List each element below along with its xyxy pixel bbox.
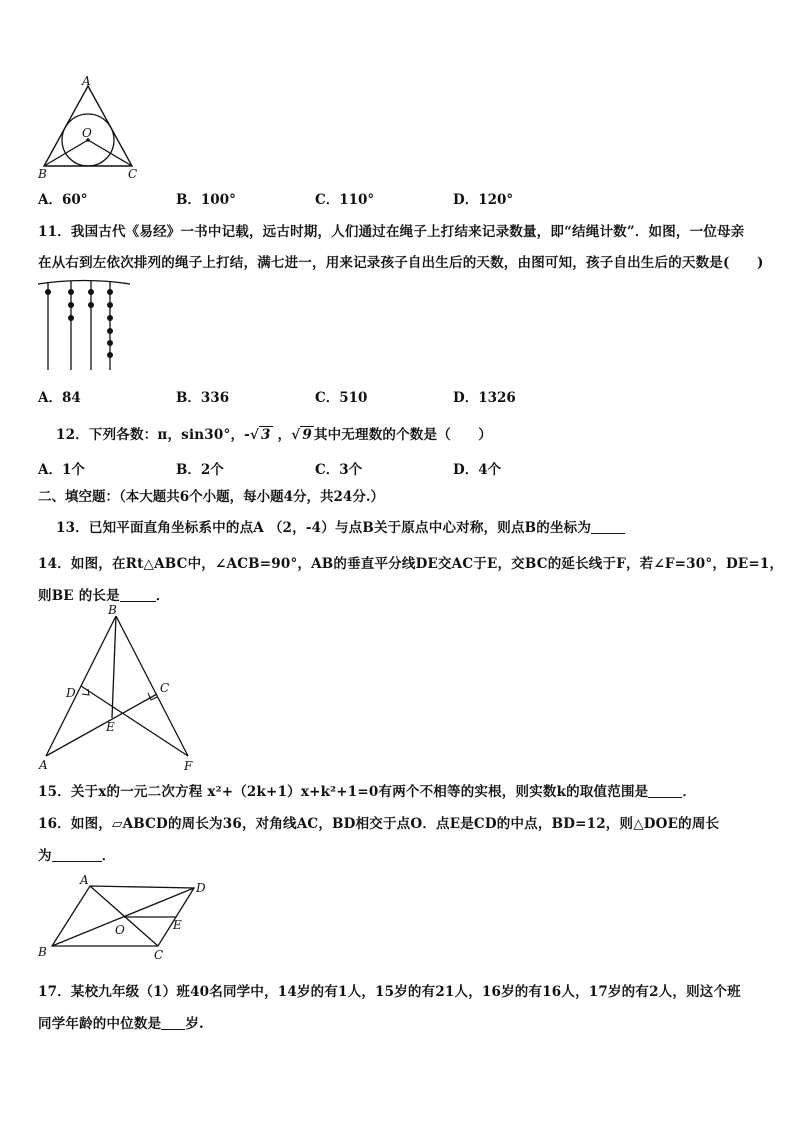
fig10-label-b: B	[38, 167, 47, 181]
q14-line-2	[38, 584, 170, 604]
fig14-label-f: F	[184, 759, 193, 773]
fig16-label-o: O	[115, 923, 125, 937]
q12-option-d: D．4个	[453, 462, 502, 478]
sqrt-9: √ 9	[291, 427, 312, 443]
q13-text: 13．已知平面直角坐标系中的点A （2，-4）与点B关于原点中心对称，则点B的坐标为	[56, 520, 592, 536]
q15-end: ．	[682, 784, 697, 800]
fig16-label-b: B	[38, 945, 47, 959]
q14-line-2-text: 则BE 的长是	[38, 588, 120, 604]
q16-end: ．	[101, 848, 116, 864]
fig10-label-o: O	[82, 126, 92, 140]
fig14-label-b: B	[108, 604, 117, 617]
q11-line-2: 在从右到左依次排列的绳子上打结，满七进一，用来记录孩子自出生后的天数，由图可知，孩子自出生后的天数是( )	[38, 255, 764, 271]
q12-line	[56, 423, 492, 443]
q17-line-1: 17．某校九年级（1）班40名同学中，14岁的有1人，15岁的有21人，16岁的有16人，17岁的有2人，则这个班	[38, 984, 741, 1000]
q12-option-a: A．1个	[38, 462, 85, 478]
section-2-heading: 二、填空题：（本大题共6个小题，每小题4分，共24分.）	[38, 489, 385, 505]
q14-end: ．	[155, 588, 170, 604]
q11-option-a: A．84	[38, 390, 81, 406]
q14-answer-blank[interactable]	[120, 587, 156, 602]
figure-parallelogram	[36, 870, 216, 962]
fig14-label-d: D	[66, 686, 76, 700]
q13-line	[56, 516, 625, 536]
figure-knotted-ropes	[36, 276, 132, 372]
sqrt-3: √ 3	[249, 427, 271, 443]
fig16-label-c: C	[154, 948, 164, 962]
q16-line-2	[38, 844, 115, 864]
q15-answer-blank[interactable]	[648, 783, 682, 798]
q17-line-2-text: 同学年龄的中位数是	[38, 1016, 162, 1032]
fig16-label-a: A	[80, 873, 89, 887]
q16-line-1: 16．如图，▱ABCD的周长为36，对角线AC，BD相交于点O．点E是CD的中点，BD=12，则△DOE的周长	[38, 816, 720, 832]
q15-line	[38, 780, 696, 800]
q11-line-1: 11．我国古代《易经》一书中记载，远古时期，人们通过在绳子上打结来记录数量，即“结绳计数”．如图，一位母亲	[38, 224, 745, 240]
q10-option-b: B．100°	[176, 192, 236, 208]
fig14-label-e: E	[106, 720, 115, 734]
fig16-label-e: E	[173, 918, 182, 932]
q11-option-b: B．336	[176, 390, 230, 406]
figure-right-triangle-bisector	[36, 604, 196, 774]
q17-line-2	[38, 1012, 204, 1032]
fig10-label-a: A	[82, 74, 91, 88]
q17-end: 岁.	[185, 1016, 204, 1032]
fig10-label-c: C	[128, 167, 138, 181]
fig14-label-c: C	[160, 681, 170, 695]
q12-suffix: 其中无理数的个数是（ ）	[313, 427, 493, 443]
figure-triangle-incircle	[36, 74, 148, 182]
q10-option-c: C．110°	[315, 192, 375, 208]
q12-mid: ，	[277, 427, 292, 443]
q12-prefix: 12．下列各数：π，sin30°，-	[56, 427, 250, 443]
fig14-label-a: A	[39, 758, 48, 772]
q10-option-a: A．60°	[38, 192, 88, 208]
q14-line-1: 14．如图，在Rt△ABC中，∠ACB=90°，AB的垂直平分线DE交AC于E，交BC的延长线于F，若∠F=30°，DE=1，	[38, 556, 784, 572]
q12-option-c: C．3个	[315, 462, 363, 478]
q11-option-d: D．1326	[453, 390, 516, 406]
q15-text: 15．关于x的一元二次方程 x²+（2k+1）x+k²+1=0有两个不相等的实根，则实数k的取值范围是	[38, 784, 649, 800]
q11-option-c: C．510	[315, 390, 368, 406]
q12-option-b: B．2个	[176, 462, 224, 478]
q17-answer-blank[interactable]	[161, 1015, 185, 1030]
q13-answer-blank[interactable]	[591, 519, 625, 534]
q16-line-2-text: 为	[38, 848, 52, 864]
q16-answer-blank[interactable]	[52, 847, 102, 862]
q10-option-d: D．120°	[453, 192, 514, 208]
fig16-label-d: D	[196, 881, 206, 895]
